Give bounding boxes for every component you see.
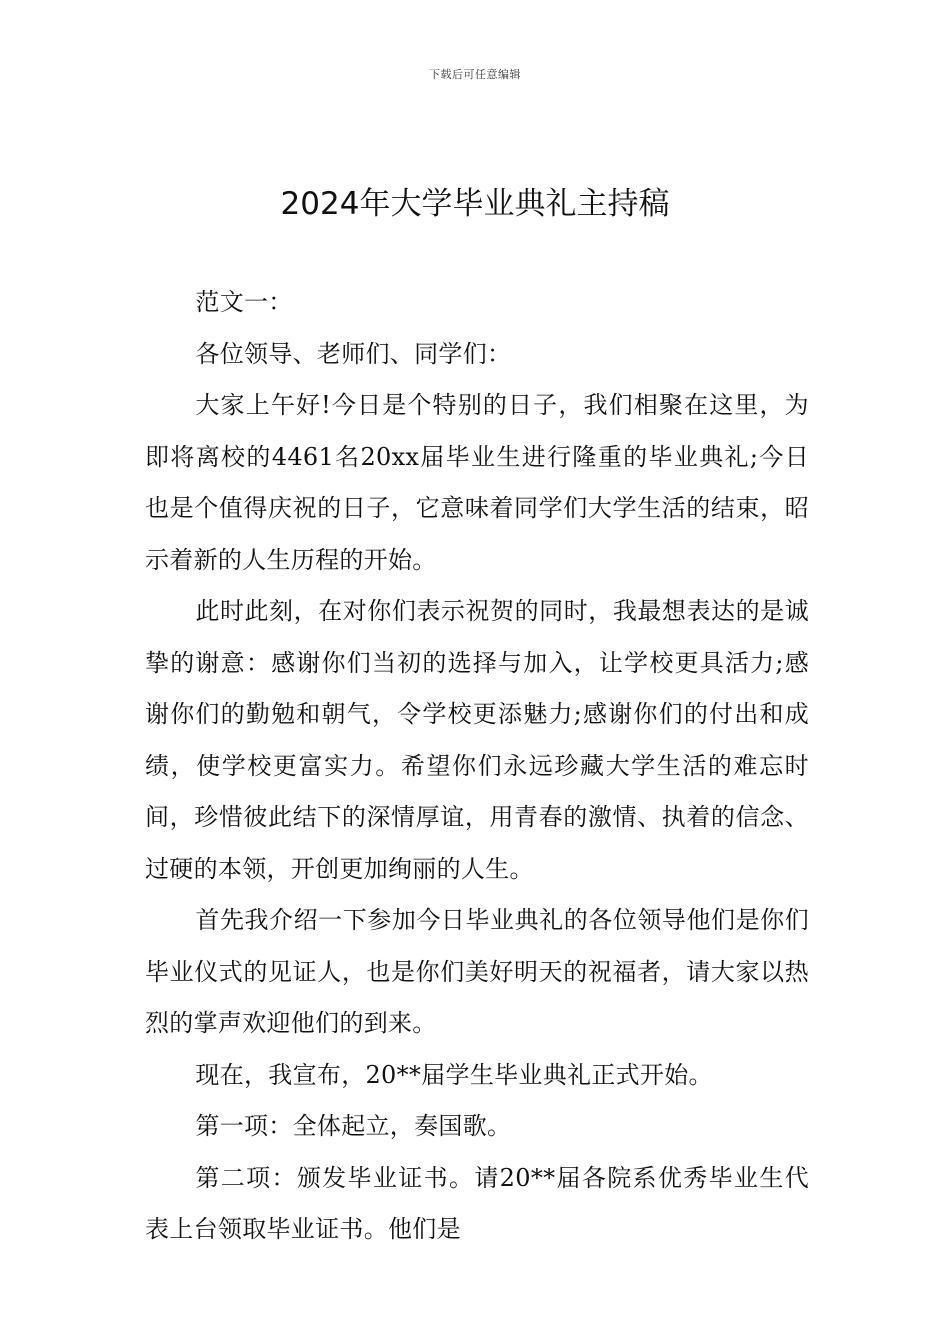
paragraph-item-two: 第二项：颁发毕业证书。请20**届各院系优秀毕业生代表上台领取毕业证书。他们是 <box>145 1163 809 1243</box>
header-note: 下载后可任意编辑 <box>429 68 521 81</box>
document-title: 2024年大学毕业典礼主持稿 <box>280 186 670 222</box>
paragraph-announcement: 现在，我宣布，20**届学生毕业典礼正式开始。 <box>195 1060 713 1089</box>
paragraph-gratitude: 此时此刻，在对你们表示祝贺的同时，我最想表达的是诚挚的谢意：感谢你们当初的选择与加入，让学校更具活力;感谢你们的勤勉和朝气，令学校更添魅力;感谢你们的付出和成绩，使学校更富实力。希望你们永远珍藏大学生活的难忘时间，珍惜彼此结下的深情厚谊，用青春的激情、执着的信念、过硬的本领，开创更加绚丽的人生。 <box>145 597 809 883</box>
paragraph-opening: 大家上午好!今日是个特别的日子，我们相聚在这里，为即将离校的4461名20xx届毕业生进行隆重的毕业典礼;今日也是个值得庆祝的日子，它意味着同学们大学生活的结束，昭示着新的人生历程的开始。 <box>145 391 809 574</box>
paragraph-introduction: 首先我介绍一下参加今日毕业典礼的各位领导他们是你们毕业仪式的见证人，也是你们美好明天的祝福者，请大家以热烈的掌声欢迎他们的到来。 <box>145 906 809 1037</box>
paragraph-salutation-label: 范文一： <box>195 288 293 316</box>
paragraph-item-one: 第一项：全体起立，奏国歌。 <box>195 1112 512 1140</box>
document-body <box>145 277 809 1256</box>
paragraph-greeting: 各位领导、老师们、同学们： <box>195 339 512 368</box>
